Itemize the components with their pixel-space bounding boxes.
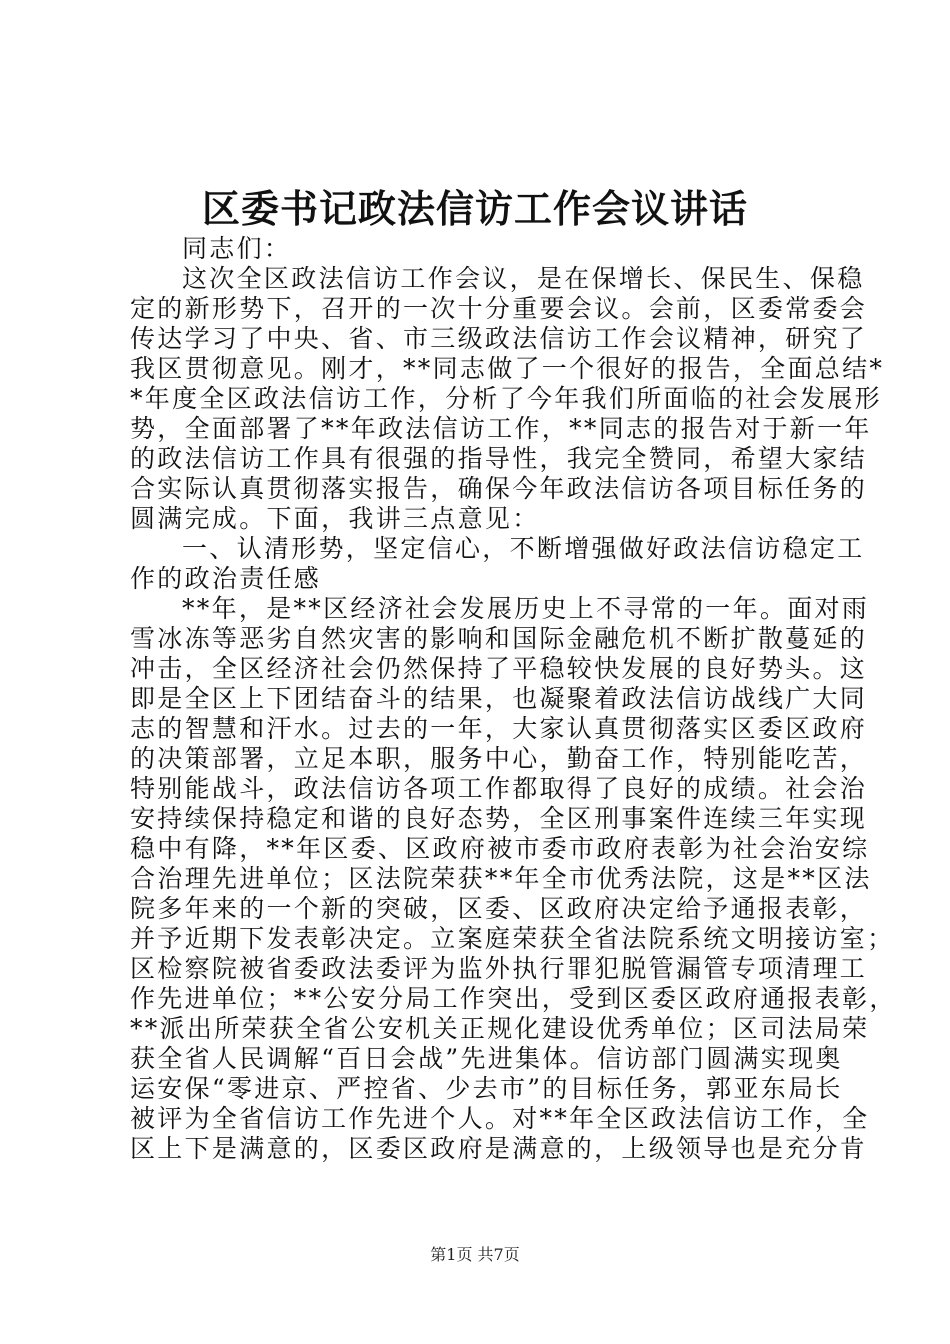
section-heading-line: 一、认清形势，坚定信心，不断增强做好政法信访稳定工: [182, 534, 865, 563]
paragraph-line: 冲击，全区经济社会仍然保持了平稳较快发展的良好势头。这: [130, 654, 868, 683]
paragraph-line: 志的智慧和汗水。过去的一年，大家认真贯彻落实区委区政府: [130, 714, 868, 743]
paragraph-line: 特别能战斗，政法信访各项工作都取得了良好的成绩。社会治: [130, 774, 868, 803]
paragraph-line: 这次全区政法信访工作会议，是在保增长、保民生、保稳: [182, 264, 865, 293]
salutation-line: 同志们：: [182, 234, 292, 263]
paragraph-line: 势，全面部署了**年政法信访工作，**同志的报告对于新一年: [130, 414, 872, 443]
paragraph-line: 稳中有降，**年区委、区政府被市委市政府表彰为社会治安综: [130, 834, 870, 863]
paragraph-line: 获全省人民调解“百日会战”先进集体。信访部门圆满实现奥: [130, 1044, 843, 1073]
document-title: 区委书记政法信访工作会议讲话: [201, 186, 748, 231]
paragraph-line: *年度全区政法信访工作，分析了今年我们所面临的社会发展形: [130, 384, 882, 413]
paragraph-line: 运安保“零进京、严控省、少去市”的目标任务，郭亚东局长: [130, 1074, 843, 1103]
paragraph-line: 区上下是满意的，区委区政府是满意的，上级领导也是充分肯: [130, 1134, 868, 1163]
paragraph-line: 雪冰冻等恶劣自然灾害的影响和国际金融危机不断扩散蔓延的: [130, 624, 868, 653]
paragraph-line: 即是全区上下团结奋斗的结果，也凝聚着政法信访战线广大同: [130, 684, 868, 713]
section-heading-line: 作的政治责任感: [130, 564, 322, 593]
paragraph-line: 我区贯彻意见。刚才，**同志做了一个很好的报告，全面总结*: [130, 354, 885, 383]
paragraph-line: 并予近期下发表彰决定。立案庭荣获全省法院系统文明接访室；: [130, 924, 895, 953]
paragraph-line: 的决策部署，立足本职，服务中心，勤奋工作，特别能吃苦，: [130, 744, 868, 773]
paragraph-line: 区检察院被省委政法委评为监外执行罪犯脱管漏管专项清理工: [130, 954, 868, 983]
paragraph-line: 作先进单位；**公安分局工作突出，受到区委区政府通报表彰，: [130, 984, 897, 1013]
paragraph-line: 合治理先进单位；区法院荣获**年全市优秀法院，这是**区法: [130, 864, 872, 893]
paragraph-line: **派出所荣获全省公安机关正规化建设优秀单位；区司法局荣: [130, 1014, 870, 1043]
paragraph-line: 的政法信访工作具有很强的指导性，我完全赞同，希望大家结: [130, 444, 868, 473]
paragraph-line: 院多年来的一个新的突破，区委、区政府决定给予通报表彰，: [130, 894, 868, 923]
paragraph-line: 传达学习了中央、省、市三级政法信访工作会议精神，研究了: [130, 324, 868, 353]
paragraph-line: **年，是**区经济社会发展历史上不寻常的一年。面对雨: [182, 594, 870, 623]
paragraph-line: 圆满完成。下面，我讲三点意见：: [130, 504, 540, 533]
paragraph-line: 安持续保持稳定和谐的良好态势，全区刑事案件连续三年实现: [130, 804, 868, 833]
paragraph-line: 定的新形势下，召开的一次十分重要会议。会前，区委常委会: [130, 294, 868, 323]
page-number-footer: 第1页 共7页: [430, 1245, 520, 1264]
document-body: [130, 234, 897, 1164]
paragraph-line: 合实际认真贯彻落实报告，确保今年政法信访各项目标任务的: [130, 474, 868, 503]
paragraph-line: 被评为全省信访工作先进个人。对**年全区政法信访工作，全: [130, 1104, 870, 1133]
